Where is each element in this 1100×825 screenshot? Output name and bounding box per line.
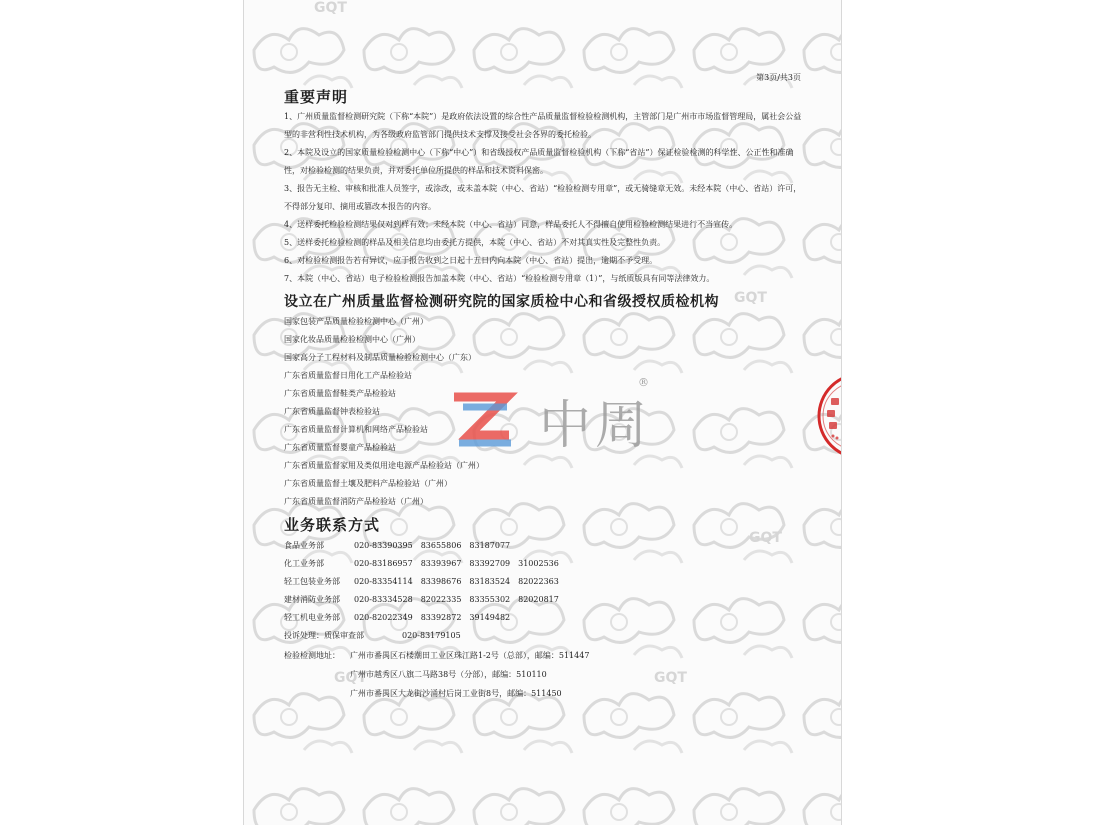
address-label: 检验检测地址： (284, 651, 340, 660)
contact-dept: 食品业务部 (284, 541, 324, 550)
statement-title: 重要声明 (284, 88, 349, 106)
center-item: 国家高分子工程材料及制品质量检验检测中心（广东） (284, 353, 476, 362)
contact-phones: 020-83354114 83398676 83183524 82022363 (354, 577, 559, 586)
address-line: 广州市番禺区石楼潮田工业区珠江路1-2号（总部），邮编：511447 (350, 651, 590, 660)
statement-item-3: 3、报告无主检、审核和批准人员签字，或涂改，或未盖本院（中心、省站）“检验检测专用章”，或无骑缝章无效。未经本院（中心、省站）许可，不得部分复印、摘用或篡改本报告的内容。 (284, 184, 802, 211)
center-item: 广东省质量监督鞋类产品检验站 (284, 389, 396, 398)
contact-row (284, 576, 559, 587)
report-page (243, 0, 842, 825)
statement-item-6: 6、对检验检测报告若有异议，应于报告收到之日起十五日内向本院（中心、省站）提出，逾期不予受理。 (284, 256, 658, 265)
contact-phones: 020-83334528 82022335 83355302 82020817 (354, 595, 559, 604)
statement-item-4: 4、送样委托检验检测结果仅对到样有效；未经本院（中心、省站）同意，样品委托人不得擅自使用检验检测结果进行不当宣传。 (284, 220, 738, 229)
complaint-phone: 020-83179105 (402, 631, 461, 640)
contacts-title: 业务联系方式 (284, 516, 381, 534)
contact-row (284, 594, 559, 605)
contact-phones: 020-83390395 83655806 83187077 (354, 541, 511, 550)
contact-dept: 化工业务部 (284, 559, 324, 568)
center-item: 广东省质量监督消防产品检验站（广州） (284, 497, 428, 506)
red-seal-stamp (817, 372, 842, 460)
centers-title: 设立在广州质量监督检测研究院的国家质检中心和省级授权质检机构 (284, 294, 719, 310)
watermark-tile: GQT (734, 290, 767, 306)
statement-item-7: 7、本院（中心、省站）电子检验检测报告加盖本院（中心、省站）“检验检测专用章（1）”，与纸质版具有同等法律效力。 (284, 274, 715, 283)
logo-text: 中周 (539, 396, 652, 456)
center-item: 广东省质量监督婴童产品检验站 (284, 443, 396, 452)
watermark-tile: GQT (654, 670, 687, 686)
contact-row (284, 612, 510, 623)
center-item: 国家化妆品质量检验检测中心（广州） (284, 335, 420, 344)
center-item: 广东省质量监督土壤及肥料产品检验站（广州） (284, 479, 452, 488)
address-line: 广州市越秀区八旗二马路38号（分部），邮编：510110 (350, 670, 547, 679)
statement-item-1: 1、广州质量监督检测研究院（下称“本院”）是政府依法设置的综合性产品质量监督检验检测机构，主管部门是广州市市场监督管理局，属社会公益型的非营利性技术机构，为各级政府监管部门提供技术支撑及接受社会各界的委托检验。 (284, 112, 802, 139)
contact-dept: 建材消防业务部 (284, 595, 340, 604)
center-item: 广东省质量监督计算机和网络产品检验站 (284, 425, 428, 434)
address-line: 广州市番禺区大龙街沙涌村后岗工业街8号，邮编：511450 (350, 689, 562, 698)
statement-item-5: 5、送样委托检验检测的样品及相关信息均由委托方提供，本院（中心、省站）不对其真实性及完整性负责。 (284, 238, 666, 247)
center-item: 广东省质量监督家用及类似用途电源产品检验站（广州） (284, 461, 484, 470)
contact-row (284, 540, 510, 551)
complaint-label: 投诉处理：质保审查部 (284, 631, 364, 640)
center-item: 广东省质量监督日用化工产品检验站 (284, 371, 412, 380)
watermark-tile: GQT (334, 670, 367, 686)
contact-dept: 轻工机电业务部 (284, 613, 340, 622)
contact-phones: 020-82022349 83392872 39149482 (354, 613, 511, 622)
registered-mark: ® (638, 376, 649, 389)
center-item: 国家包装产品质量检验检测中心（广州） (284, 317, 428, 326)
complaint-row (284, 630, 461, 641)
contact-phones: 020-83186957 83393967 83392709 31002536 (354, 559, 559, 568)
contact-row (284, 558, 559, 569)
statement-item-2: 2、本院及设立的国家质量检验检测中心（下称“中心”）和省级授权产品质量监督检验机构（下称“省站”）保证检验检测的科学性、公正性和准确性，对检验检测的结果负责，并对委托单位所提供的样品和技术资料保密。 (284, 148, 794, 175)
watermark-tile: GQT (314, 0, 347, 16)
page-number: 第3页/共3页 (756, 73, 801, 82)
center-item: 广东省质量监督钟表检验站 (284, 407, 380, 416)
watermark-tile: GQT (749, 530, 782, 546)
contact-dept: 轻工包装业务部 (284, 577, 340, 586)
